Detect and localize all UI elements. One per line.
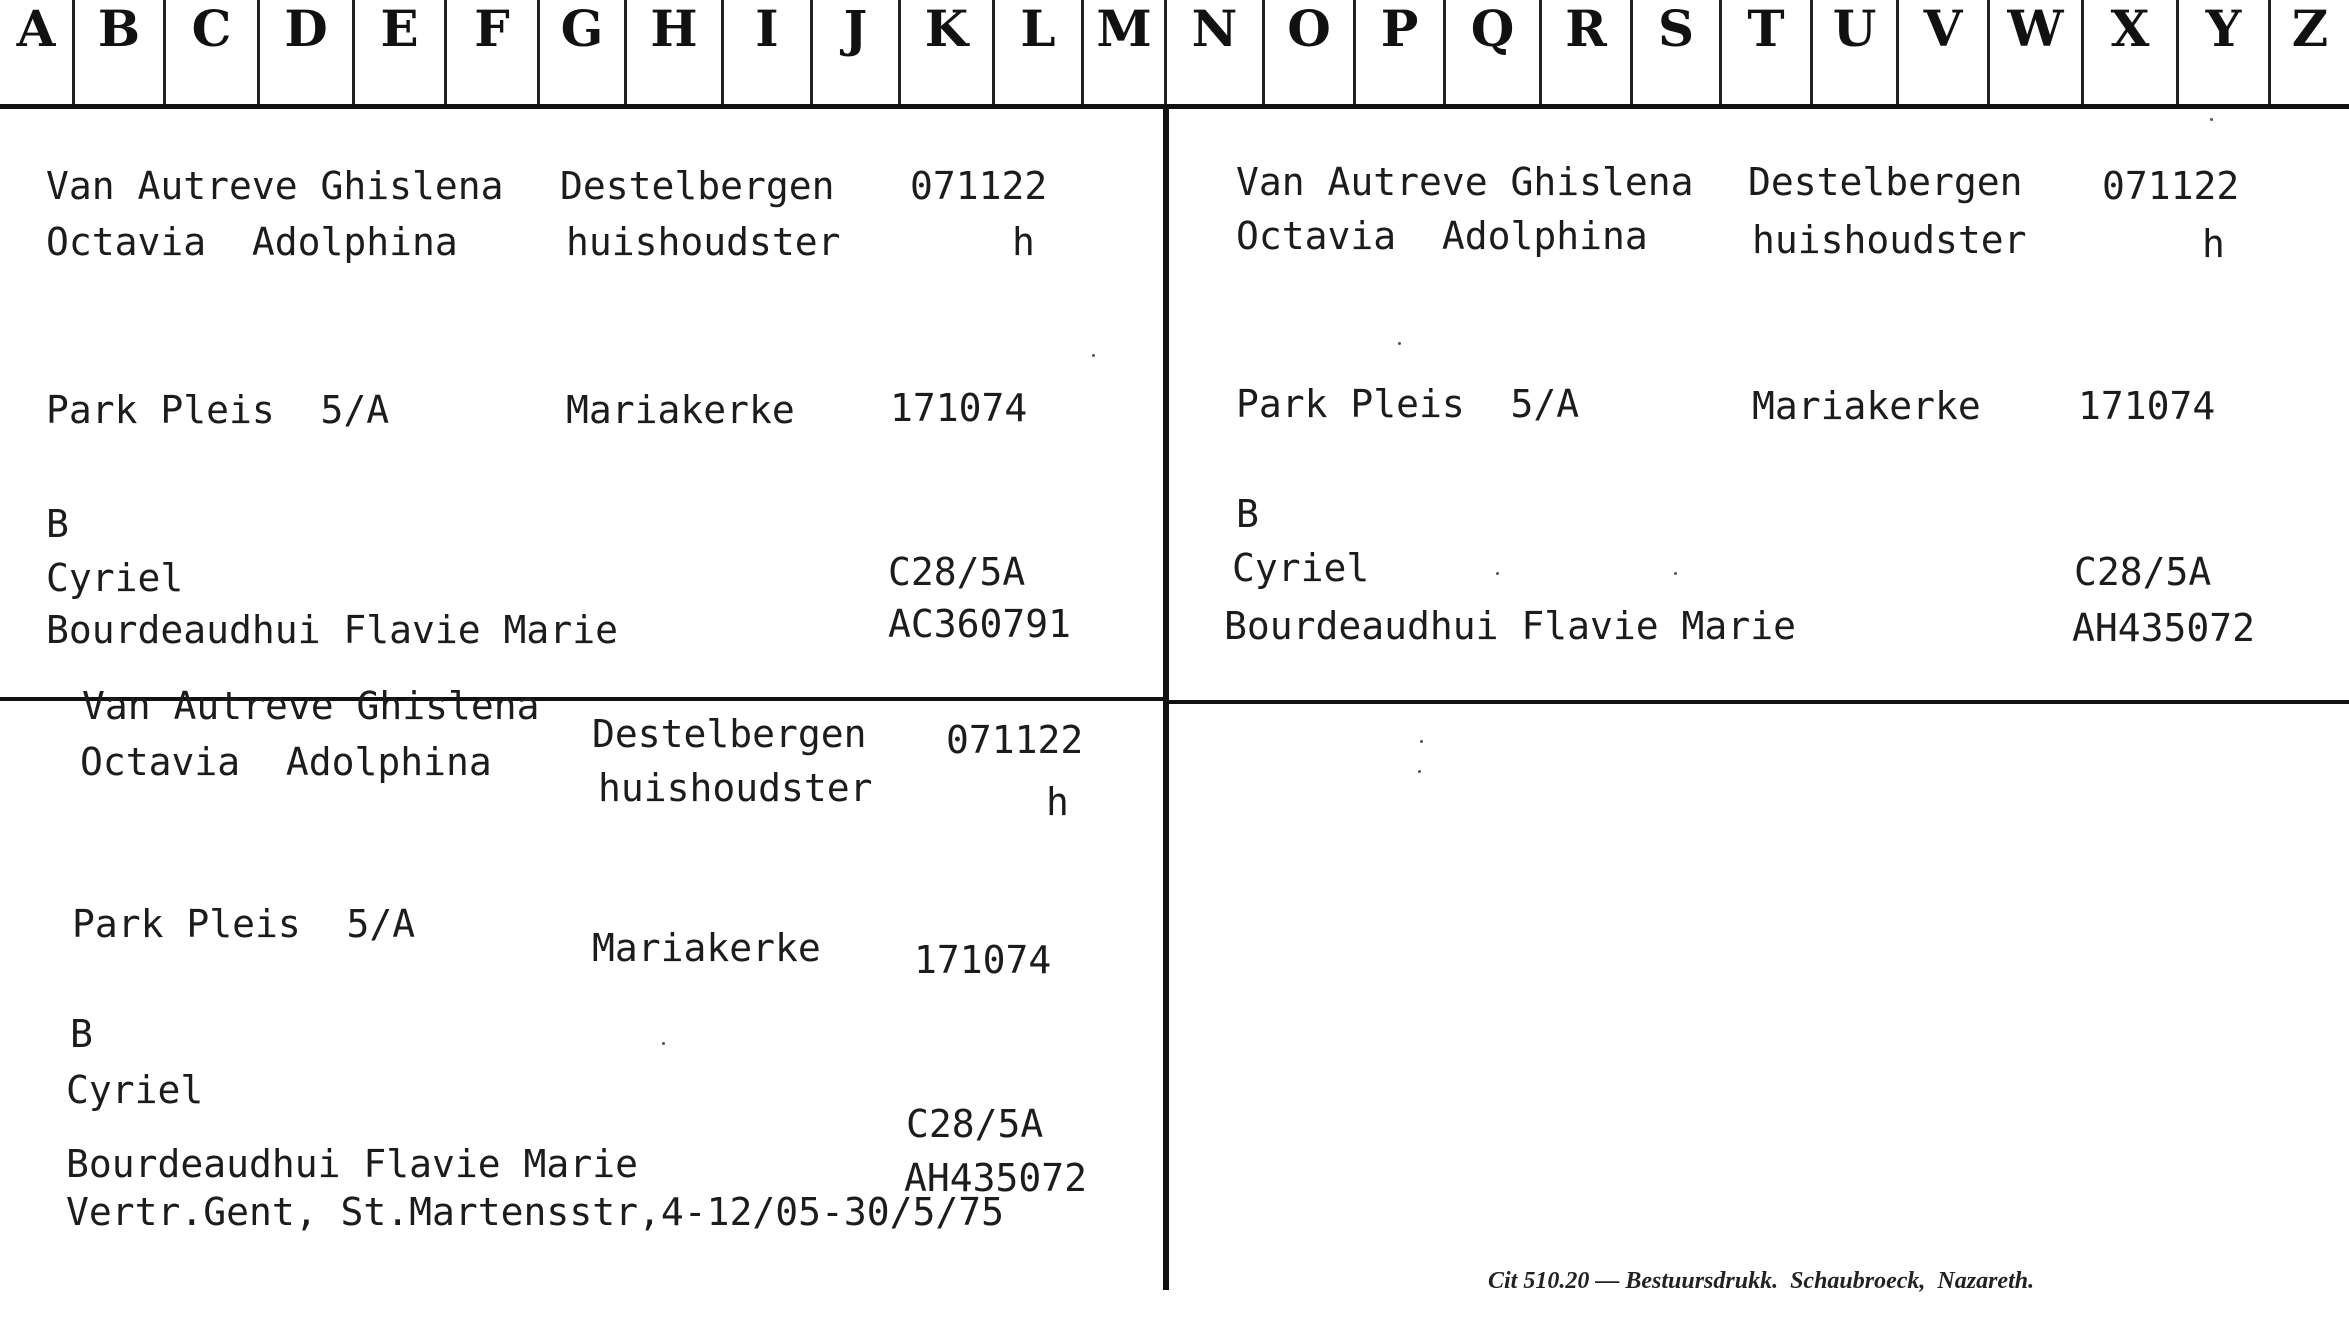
card-id-number: AC360791 bbox=[888, 602, 1072, 646]
scan-speck bbox=[1418, 770, 1421, 773]
scan-speck bbox=[1420, 740, 1423, 743]
alphabet-letter-c: C bbox=[191, 0, 232, 58]
card-given-names: Octavia Adolphina bbox=[46, 220, 458, 264]
alphabet-letter-a: A bbox=[16, 0, 56, 58]
alphabet-letter-v: V bbox=[1923, 0, 1963, 58]
card-birthplace: Destelbergen bbox=[592, 712, 867, 756]
alphabet-letter-y: Y bbox=[2205, 0, 2242, 58]
card-ref-code: C28/5A bbox=[888, 550, 1026, 594]
alphabet-letter-f: F bbox=[474, 0, 510, 58]
alphabet-letter-l: L bbox=[1020, 0, 1056, 58]
card-sex: h bbox=[1012, 220, 1035, 264]
alphabet-letter-w: W bbox=[2007, 0, 2064, 58]
printer-imprint: Cit 510.20 — Bestuursdrukk. Schaubroeck, Nazareth. bbox=[1488, 1268, 2035, 1294]
card-given-names: Octavia Adolphina bbox=[80, 740, 492, 784]
alphabet-letter-s: S bbox=[1657, 0, 1695, 58]
card-spouse-name: Bourdeaudhui Flavie Marie bbox=[1224, 604, 1796, 648]
card-spouse-given: Cyriel bbox=[1232, 546, 1370, 590]
horizontal-divider-right bbox=[1166, 700, 2349, 704]
alphabet-letter-k: K bbox=[924, 0, 969, 58]
scan-speck bbox=[1496, 572, 1499, 575]
alphabet-letter-d: D bbox=[284, 0, 328, 58]
card-reg-date: 171074 bbox=[890, 386, 1028, 430]
card-name: Van Autreve Ghislena bbox=[46, 164, 504, 208]
alphabet-letter-g: G bbox=[560, 0, 604, 58]
alphabet-letter-i: I bbox=[755, 0, 779, 58]
card-spouse-name: Bourdeaudhui Flavie Marie bbox=[46, 608, 618, 652]
alphabet-letter-b: B bbox=[97, 0, 141, 58]
alphabet-letter-n: N bbox=[1191, 0, 1238, 58]
card-note: Vertr.Gent, St.Martensstr,4-12/05-30/5/75 bbox=[66, 1190, 1004, 1234]
card-name: Van Autreve Ghislena bbox=[82, 684, 540, 728]
alphabet-letter-z: Z bbox=[2291, 0, 2329, 58]
card-birthplace: Destelbergen bbox=[560, 164, 835, 208]
card-ref-code: C28/5A bbox=[2074, 550, 2212, 594]
card-address: Park Pleis 5/A bbox=[1236, 382, 1580, 426]
card-name: Van Autreve Ghislena bbox=[1236, 160, 1694, 204]
alphabet-index-strip bbox=[0, 0, 2349, 109]
alphabet-letter-t: T bbox=[1747, 0, 1785, 58]
alphabet-letter-h: H bbox=[650, 0, 698, 58]
card-given-names: Octavia Adolphina bbox=[1236, 214, 1648, 258]
card-sex: h bbox=[1046, 780, 1069, 824]
card-address: Park Pleis 5/A bbox=[72, 902, 416, 946]
card-spouse-name: Bourdeaudhui Flavie Marie bbox=[66, 1142, 638, 1186]
card-birthdate: 071122 bbox=[910, 164, 1048, 208]
scan-speck bbox=[1092, 354, 1095, 357]
alphabet-letter-e: E bbox=[380, 0, 419, 58]
card-status: B bbox=[70, 1012, 93, 1056]
alphabet-letter-m: M bbox=[1096, 0, 1152, 58]
alphabet-letter-u: U bbox=[1832, 0, 1877, 58]
alphabet-letter-j: J bbox=[843, 0, 868, 58]
card-residence: Mariakerke bbox=[566, 388, 795, 432]
card-reg-date: 171074 bbox=[914, 938, 1052, 982]
card-spouse-given: Cyriel bbox=[46, 556, 184, 600]
card-sex: h bbox=[2202, 222, 2225, 266]
alphabet-letter-o: O bbox=[1287, 0, 1331, 58]
scan-speck bbox=[1398, 342, 1401, 345]
card-occupation: huishoudster bbox=[598, 766, 873, 810]
scan-speck bbox=[2210, 118, 2213, 121]
card-id-number: AH435072 bbox=[2072, 606, 2256, 650]
scan-speck bbox=[1674, 572, 1677, 575]
alphabet-letter-p: P bbox=[1380, 0, 1419, 58]
card-occupation: huishoudster bbox=[1752, 218, 2027, 262]
card-birthdate: 071122 bbox=[2102, 164, 2240, 208]
card-occupation: huishoudster bbox=[566, 220, 841, 264]
alphabet-letter-r: R bbox=[1565, 0, 1607, 58]
card-residence: Mariakerke bbox=[592, 926, 821, 970]
card-residence: Mariakerke bbox=[1752, 384, 1981, 428]
card-reg-date: 171074 bbox=[2078, 384, 2216, 428]
card-status: B bbox=[46, 502, 69, 546]
card-ref-code: C28/5A bbox=[906, 1102, 1044, 1146]
alphabet-letter-x: X bbox=[2110, 0, 2150, 58]
alphabet-letter-q: Q bbox=[1470, 0, 1515, 58]
card-address: Park Pleis 5/A bbox=[46, 388, 390, 432]
card-birthplace: Destelbergen bbox=[1748, 160, 2023, 204]
card-birthdate: 071122 bbox=[946, 718, 1084, 762]
card-spouse-given: Cyriel bbox=[66, 1068, 204, 1112]
scan-speck bbox=[662, 1042, 665, 1045]
card-status: B bbox=[1236, 492, 1259, 536]
card-id-number: AH435072 bbox=[904, 1156, 1088, 1200]
